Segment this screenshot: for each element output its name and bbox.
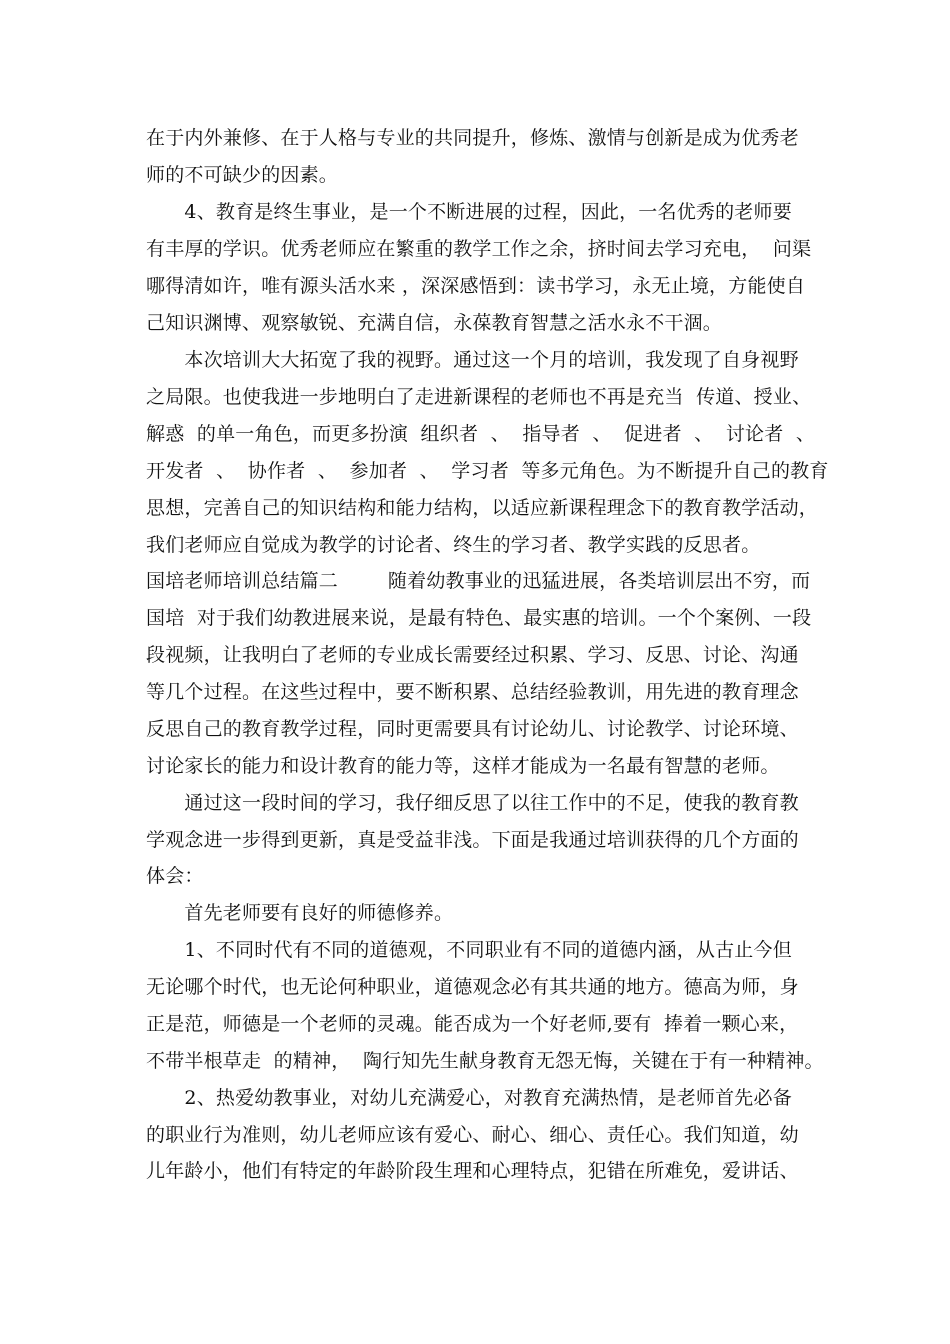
text-line: 思想，完善自己的知识结构和能力结构，以适应新课程理念下的教育教学活动， xyxy=(146,497,819,519)
text-line: 4、教育是终生事业，是一个不断进展的过程，因此，一名优秀的老师要 xyxy=(146,201,792,223)
text-line: 己知识渊博、观察敏锐、充满自信，永葆教育智慧之活水永不干涸。 xyxy=(146,312,723,334)
text-line: 师的不可缺少的因素。 xyxy=(146,164,339,186)
text-line: 讨论家长的能力和设计教育的能力等，这样才能成为一名最有智慧的老师。 xyxy=(146,755,780,777)
text-line: 哪得清如许，唯有源头活水来 ，深深感悟到：读书学习，永无止境，方能使自 xyxy=(146,275,806,297)
text-line: 2、热爱幼教事业，对幼儿充满爱心，对教育充满热情，是老师首先必备 xyxy=(146,1087,792,1109)
text-line: 1、不同时代有不同的道德观，不同职业有不同的道德内涵，从古止今但 xyxy=(146,939,792,961)
text-line: 解惑 的单一角色，而更多扮演 组织者 、 指导者 、 促进者 、 讨论者 、 xyxy=(146,423,816,445)
text-line: 正是范，师德是一个老师的灵魂。能否成为一个好老师,要有 捧着一颗心来， xyxy=(146,1013,799,1035)
text-line: 反思自己的教育教学过程，同时更需要具有讨论幼儿、讨论教学、讨论环境、 xyxy=(146,718,799,740)
text-line: 我们老师应自觉成为教学的讨论者、终生的学习者、教学实践的反思者。 xyxy=(146,534,761,556)
text-line: 体会： xyxy=(146,865,204,887)
text-line: 儿年龄小，他们有特定的年龄阶段生理和心理特点，犯错在所难免，爱讲话、 xyxy=(146,1160,799,1182)
text-line: 有丰厚的学识。优秀老师应在繁重的教学工作之余，挤时间去学习充电， 问渠 xyxy=(146,238,812,260)
text-line: 无论哪个时代，也无论何种职业，道德观念必有其共通的地方。德高为师，身 xyxy=(146,976,799,998)
text-line: 国培 对于我们幼教进展来说，是最有特色、最实惠的培训。一个个案例、一段 xyxy=(146,607,812,629)
text-line: 之局限。也使我进一步地明白了走进新课程的老师也不再是充当 传道、授业、 xyxy=(146,386,812,408)
text-line: 段视频，让我明白了老师的专业成长需要经过积累、学习、反思、讨论、沟通 xyxy=(146,644,799,666)
text-line: 在于内外兼修、在于人格与专业的共同提升，修炼、激情与创新是成为优秀老 xyxy=(146,127,799,149)
text-line: 国培老师培训总结篇二 随着幼教事业的迅猛进展，各类培训层出不穷，而 xyxy=(146,570,811,592)
text-line: 通过这一段时间的学习，我仔细反思了以往工作中的不足，使我的教育教 xyxy=(146,792,799,814)
text-line: 不带半根草走 的精神， 陶行知先生献身教育无怨无悔，关键在于有一种精神。 xyxy=(146,1050,824,1072)
text-line: 学观念进一步得到更新，真是受益非浅。下面是我通过培训获得的几个方面的 xyxy=(146,829,799,851)
text-line: 开发者 、 协作者 、 参加者 、 学习者 等多元角色。为不断提升自己的教育 xyxy=(146,460,829,482)
text-line: 本次培训大大拓宽了我的视野。通过这一个月的培训，我发现了自身视野 xyxy=(146,349,799,371)
text-line: 的职业行为准则，幼儿老师应该有爱心、耐心、细心、责任心。我们知道，幼 xyxy=(146,1124,799,1146)
text-line: 首先老师要有良好的师德修养。 xyxy=(146,902,454,924)
text-line: 等几个过程。在这些过程中，要不断积累、总结经验教训，用先进的教育理念 xyxy=(146,681,799,703)
